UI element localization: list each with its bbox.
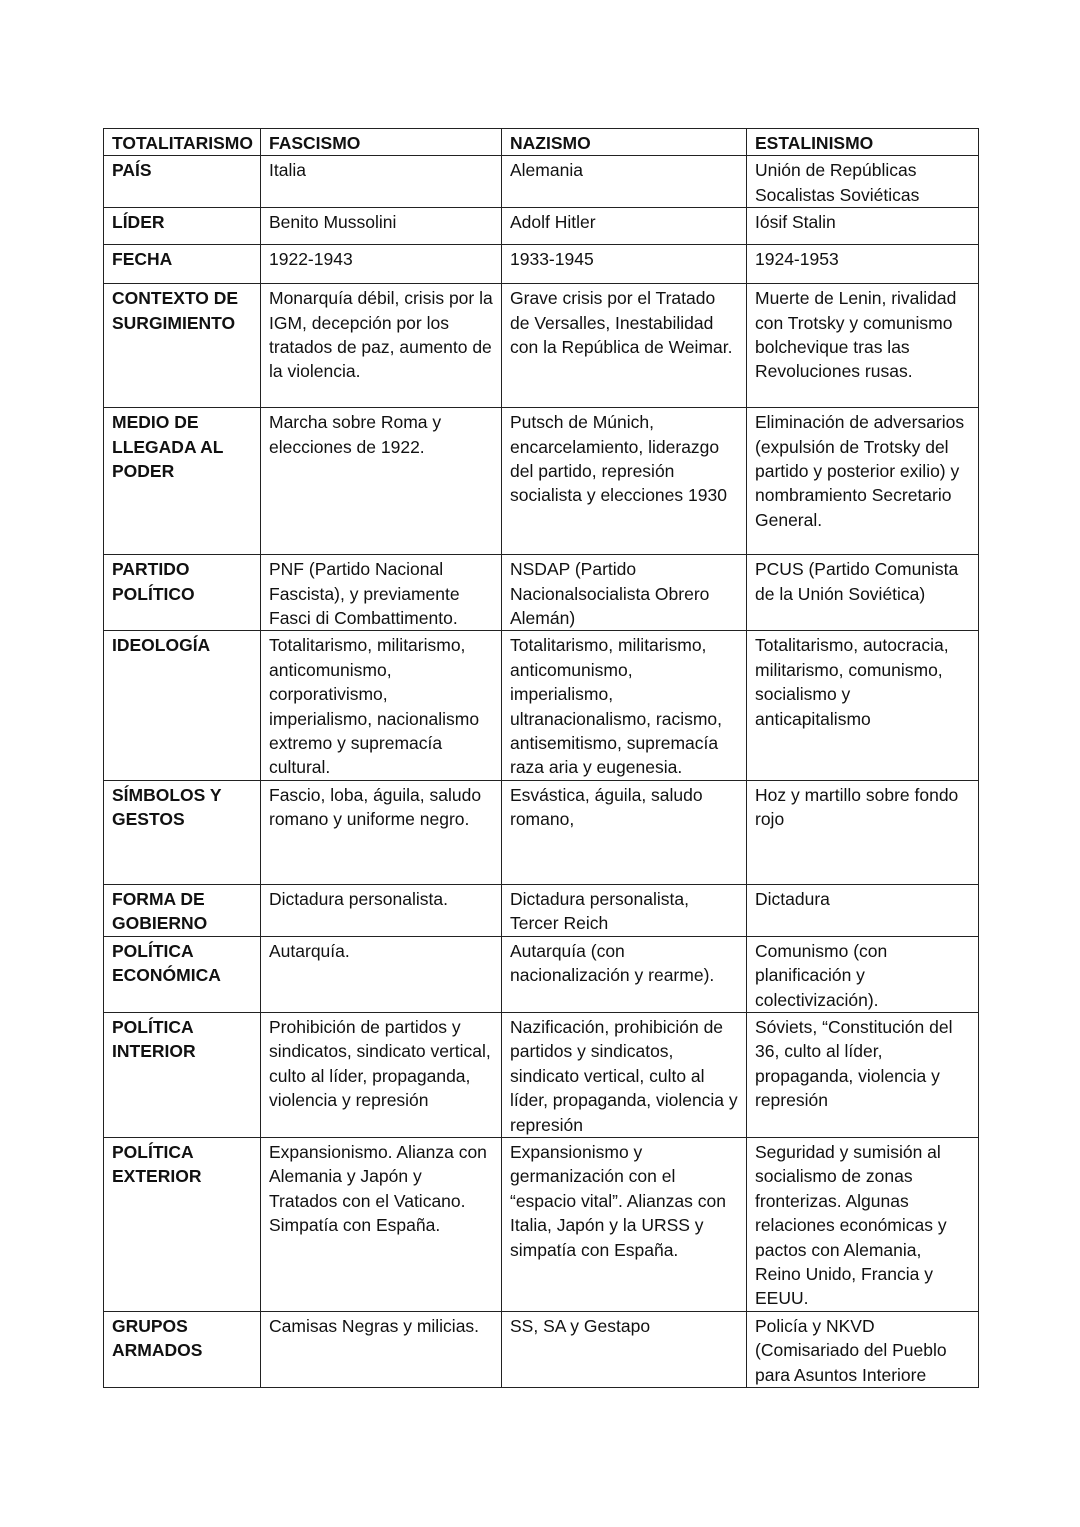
table-cell: Expansionismo. Alianza con Alemania y Japón y Tratados con el Vaticano. Simpatía con España. — [261, 1137, 502, 1311]
table-cell: Totalitarismo, autocracia, militarismo, comunismo, socialismo y anticapitalismo — [747, 631, 979, 780]
row-header: FECHA — [104, 245, 261, 284]
table-row-ideologia — [104, 631, 979, 780]
table-cell: PNF (Partido Nacional Fascista), y previamente Fasci di Combattimento. — [261, 555, 502, 631]
table-cell: Grave crisis por el Tratado de Versalles, Inestabilidad con la República de Weimar. — [502, 284, 747, 408]
table-row-politica-exterior — [104, 1137, 979, 1311]
table-cell: Comunismo (con planificación y colectivización). — [747, 936, 979, 1012]
table-row-pais — [104, 156, 979, 208]
header-cell-fascismo: FASCISMO — [261, 129, 502, 156]
header-cell-nazismo: NAZISMO — [502, 129, 747, 156]
table-cell: 1922-1943 — [261, 245, 502, 284]
table-cell: Alemania — [502, 156, 747, 208]
table-row-lider — [104, 208, 979, 245]
table-row-partido — [104, 555, 979, 631]
row-header: LÍDER — [104, 208, 261, 245]
row-header: CONTEXTO DE SURGIMIENTO — [104, 284, 261, 408]
table-cell: SS, SA y Gestapo — [502, 1311, 747, 1387]
table-cell: Totalitarismo, militarismo, anticomunismo, corporativismo, imperialismo, nacionalismo extremo y supremacía cultural. — [261, 631, 502, 780]
table-cell: Muerte de Lenin, rivalidad con Trotsky y comunismo bolchevique tras las Revoluciones rusas. — [747, 284, 979, 408]
table-row-contexto — [104, 284, 979, 408]
table-cell: Seguridad y sumisión al socialismo de zonas fronterizas. Algunas relaciones económicas y pactos con Alemania, Reino Unido, Francia y EEUU. — [747, 1137, 979, 1311]
table-cell: Sóviets, “Constitución del 36, culto al líder, propaganda, violencia y represión — [747, 1012, 979, 1137]
row-header: POLÍTICA ECONÓMICA — [104, 936, 261, 1012]
row-header: POLÍTICA INTERIOR — [104, 1012, 261, 1137]
table-cell: Dictadura — [747, 884, 979, 936]
table-cell: Nazificación, prohibición de partidos y sindicatos, sindicato vertical, culto al líder, propaganda, violencia y represión — [502, 1012, 747, 1137]
table-cell: Putsch de Múnich, encarcelamiento, liderazgo del partido, represión socialista y elecciones 1930 — [502, 408, 747, 555]
row-header: IDEOLOGÍA — [104, 631, 261, 780]
table-cell: Eliminación de adversarios (expulsión de Trotsky del partido y posterior exilio) y nombramiento Secretario General. — [747, 408, 979, 555]
table-cell: Adolf Hitler — [502, 208, 747, 245]
table-cell: Dictadura personalista. — [261, 884, 502, 936]
row-header: FORMA DE GOBIERNO — [104, 884, 261, 936]
table-row-politica-economica — [104, 936, 979, 1012]
table-cell: Policía y NKVD (Comisariado del Pueblo para Asuntos Interiore — [747, 1311, 979, 1387]
table-cell: Hoz y martillo sobre fondo rojo — [747, 780, 979, 884]
table-cell: Esvástica, águila, saludo romano, — [502, 780, 747, 884]
table-cell: Prohibición de partidos y sindicatos, sindicato vertical, culto al líder, propaganda, violencia y represión — [261, 1012, 502, 1137]
comparison-table — [103, 128, 979, 1388]
table-cell: Italia — [261, 156, 502, 208]
header-cell-estalinismo: ESTALINISMO — [747, 129, 979, 156]
table-row-simbolos — [104, 780, 979, 884]
table-cell: 1924-1953 — [747, 245, 979, 284]
table-cell: PCUS (Partido Comunista de la Unión Soviética) — [747, 555, 979, 631]
table-cell: Unión de Repúblicas Socalistas Soviéticas — [747, 156, 979, 208]
table-row-fecha — [104, 245, 979, 284]
table-cell: Dictadura personalista, Tercer Reich — [502, 884, 747, 936]
row-header: SÍMBOLOS Y GESTOS — [104, 780, 261, 884]
table-cell: Expansionismo y germanización con el “espacio vital”. Alianzas con Italia, Japón y la URSS y simpatía con España. — [502, 1137, 747, 1311]
table-row-politica-interior — [104, 1012, 979, 1137]
table-cell: Monarquía débil, crisis por la IGM, decepción por los tratados de paz, aumento de la violencia. — [261, 284, 502, 408]
table-cell: 1933-1945 — [502, 245, 747, 284]
table-row-llegada-poder — [104, 408, 979, 555]
table-row-forma-gobierno — [104, 884, 979, 936]
row-header: PAÍS — [104, 156, 261, 208]
table-cell: Autarquía (con nacionalización y rearme). — [502, 936, 747, 1012]
row-header: GRUPOS ARMADOS — [104, 1311, 261, 1387]
table-cell: Totalitarismo, militarismo, anticomunismo, imperialismo, ultranacionalismo, racismo, antisemitismo, supremacía raza aria y eugenesia. — [502, 631, 747, 780]
row-header: POLÍTICA EXTERIOR — [104, 1137, 261, 1311]
table-cell: Camisas Negras y milicias. — [261, 1311, 502, 1387]
table-cell: NSDAP (Partido Nacionalsocialista Obrero Alemán) — [502, 555, 747, 631]
table-cell: Marcha sobre Roma y elecciones de 1922. — [261, 408, 502, 555]
table-cell: Benito Mussolini — [261, 208, 502, 245]
table-cell: Autarquía. — [261, 936, 502, 1012]
table-cell: Iósif Stalin — [747, 208, 979, 245]
table-row-grupos-armados — [104, 1311, 979, 1387]
row-header: MEDIO DE LLEGADA AL PODER — [104, 408, 261, 555]
row-header: PARTIDO POLÍTICO — [104, 555, 261, 631]
header-cell-totalitarismo: TOTALITARISMO — [104, 129, 261, 156]
table-cell: Fascio, loba, águila, saludo romano y uniforme negro. — [261, 780, 502, 884]
header-row — [104, 129, 979, 156]
